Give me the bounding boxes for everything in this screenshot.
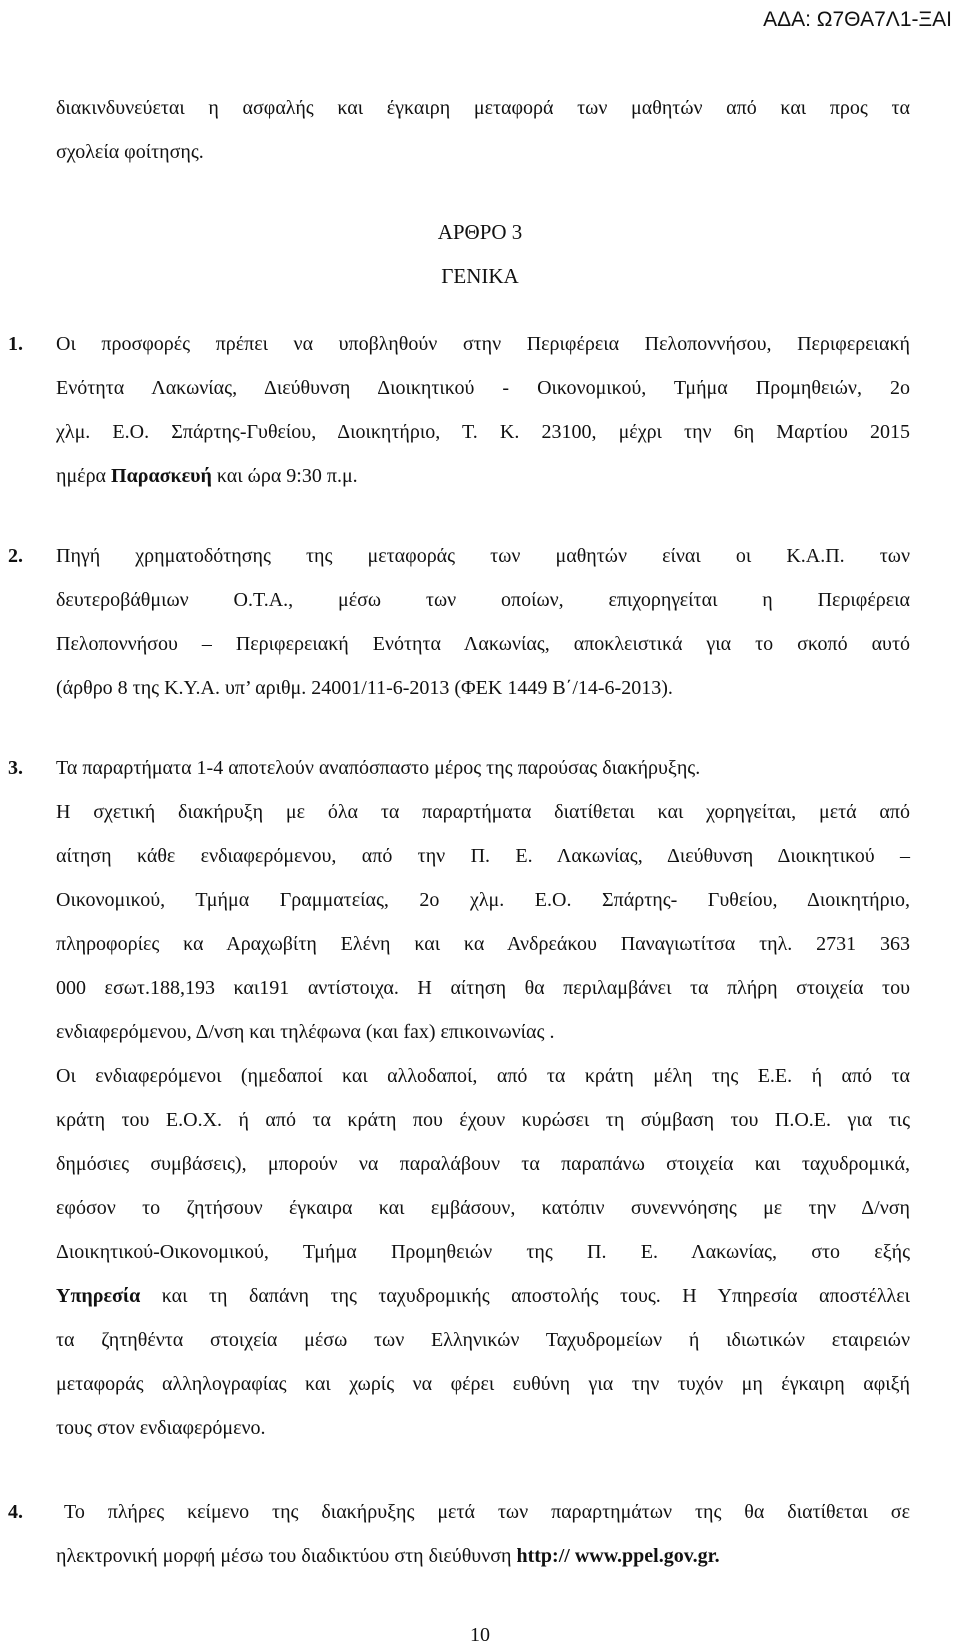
- p1-line-4: [56, 464, 358, 488]
- p2-line-4: (άρθρο 8 της Κ.Υ.Α. υπ’ αριθμ. 24001/11-6-2013 (ΦΕΚ 1449 Β΄/14-6-2013).: [56, 677, 673, 699]
- p3-line-3: αίτηση κάθε ενδιαφερόμενου, από την Π. Ε. Λακωνίας, Διεύθυνση Διοικητικού –: [56, 845, 910, 867]
- p1-line-4-pre: ημέρα: [56, 465, 112, 487]
- p3-line-12: Διοικητικού-Οικονομικού, Τμήμα Προμηθειών της Π. Ε. Λακωνίας, στο εξής: [56, 1241, 910, 1263]
- p3-line-15: μεταφοράς αλληλογραφίας και χωρίς να φέρει ευθύνη για την τυχόν μη έγκαιρη αφιξή: [56, 1373, 910, 1395]
- p4-line-2: [56, 1544, 720, 1568]
- p3-line-1: Τα παραρτήματα 1-4 αποτελούν αναπόσπαστο μέρος της παρούσας διακήρυξης.: [56, 757, 701, 779]
- p3-line-13: [56, 1284, 910, 1308]
- ada-code: ΑΔΑ: Ω7ΘΑ7Λ1-ΞΑΙ: [763, 8, 952, 31]
- article-title: ΑΡΘΡΟ 3: [437, 220, 523, 244]
- p3-line-14: τα ζητηθέντα στοιχεία μέσω των Ελληνικών Ταχυδρομείων ή ιδιωτικών εταιρειών: [56, 1329, 910, 1351]
- p4-line-1: Το πλήρες κείμενο της διακήρυξης μετά των παραρτημάτων της θα διατίθεται σε: [64, 1501, 910, 1523]
- p2-number: 2.: [8, 545, 23, 567]
- p4-line-2-pre: ηλεκτρονική μορφή μέσω του διαδικτύου στη διεύθυνση: [56, 1545, 517, 1567]
- p2-line-1: Πηγή χρηματοδότησης της μεταφοράς των μαθητών είναι οι Κ.Α.Π. των: [56, 545, 910, 567]
- p3-line-13-post: και τη δαπάνη της ταχυδρομικής αποστολής τους. Η Υπηρεσία αποστέλλει: [140, 1285, 910, 1307]
- p1-day-bold: Παρασκευή: [111, 465, 212, 487]
- p1-line-4-post: και ώρα 9:30 π.μ.: [211, 465, 358, 487]
- p3-line-11: εφόσον το ζητήσουν έγκαιρα και εμβάσουν, κατόπιν συνεννόησης με την Δ/νση: [56, 1197, 910, 1219]
- article-subtitle: ΓΕΝΙΚΑ: [441, 264, 519, 288]
- p3-service-bold: Υπηρεσία: [56, 1285, 141, 1307]
- p4-number: 4.: [8, 1501, 23, 1523]
- p1-number: 1.: [8, 333, 23, 355]
- p2-line-2: δευτεροβάθμιων Ο.Τ.Α., μέσω των οποίων, επιχορηγείται η Περιφέρεια: [56, 589, 910, 611]
- intro-line-2: σχολεία φοίτησης.: [56, 141, 204, 163]
- p3-line-6: 000 εσωτ.188,193 και191 αντίστοιχα. Η αίτηση θα περιλαμβάνει τα πλήρη στοιχεία του: [56, 977, 910, 999]
- p3-line-5: πληροφορίες κα Αραχωβίτη Ελένη και κα Ανδρεάκου Παναγιωτίτσα τηλ. 2731 363: [56, 933, 910, 955]
- p3-line-16: τους στον ενδιαφερόμενο.: [56, 1417, 266, 1439]
- p2-line-3: Πελοποννήσου – Περιφερειακή Ενότητα Λακωνίας, αποκλειστικά για το σκοπό αυτό: [56, 633, 910, 655]
- p3-line-2: Η σχετική διακήρυξη με όλα τα παραρτήματα διατίθεται και χορηγείται, μετά από: [56, 801, 910, 823]
- p1-line-2: Ενότητα Λακωνίας, Διεύθυνση Διοικητικού - Οικονομικού, Τμήμα Προμηθειών, 2ο: [56, 377, 910, 399]
- p3-line-8: Οι ενδιαφερόμενοι (ημεδαποί και αλλοδαποί, από τα κράτη μέλη της Ε.Ε. ή από τα: [56, 1065, 910, 1087]
- page-number: 10: [470, 1624, 490, 1646]
- p3-line-7: ενδιαφερόμενου, Δ/νση και τηλέφωνα (και fax) επικοινωνίας .: [56, 1021, 555, 1043]
- website-link[interactable]: http:// www.ppel.gov.gr.: [516, 1545, 720, 1567]
- p3-line-10: δημόσιες συμβάσεις), μπορούν να παραλάβουν τα παραπάνω στοιχεία και ταχυδρομικά,: [56, 1153, 910, 1175]
- intro-line-1: διακινδυνεύεται η ασφαλής και έγκαιρη μεταφορά των μαθητών από και προς τα: [56, 97, 910, 119]
- p1-line-1: Οι προσφορές πρέπει να υποβληθούν στην Περιφέρεια Πελοποννήσου, Περιφερειακή: [56, 333, 910, 355]
- p3-line-9: κράτη του Ε.Ο.Χ. ή από τα κράτη που έχουν κυρώσει τη σύμβαση του Π.Ο.Ε. για τις: [56, 1109, 910, 1131]
- p3-number: 3.: [8, 757, 23, 779]
- p1-line-3: χλμ. Ε.Ο. Σπάρτης-Γυθείου, Διοικητήριο, Τ. Κ. 23100, μέχρι την 6η Μαρτίου 2015: [56, 421, 910, 443]
- p3-line-4: Οικονομικού, Τμήμα Γραμματείας, 2ο χλμ. Ε.Ο. Σπάρτης- Γυθείου, Διοικητήριο,: [56, 889, 910, 911]
